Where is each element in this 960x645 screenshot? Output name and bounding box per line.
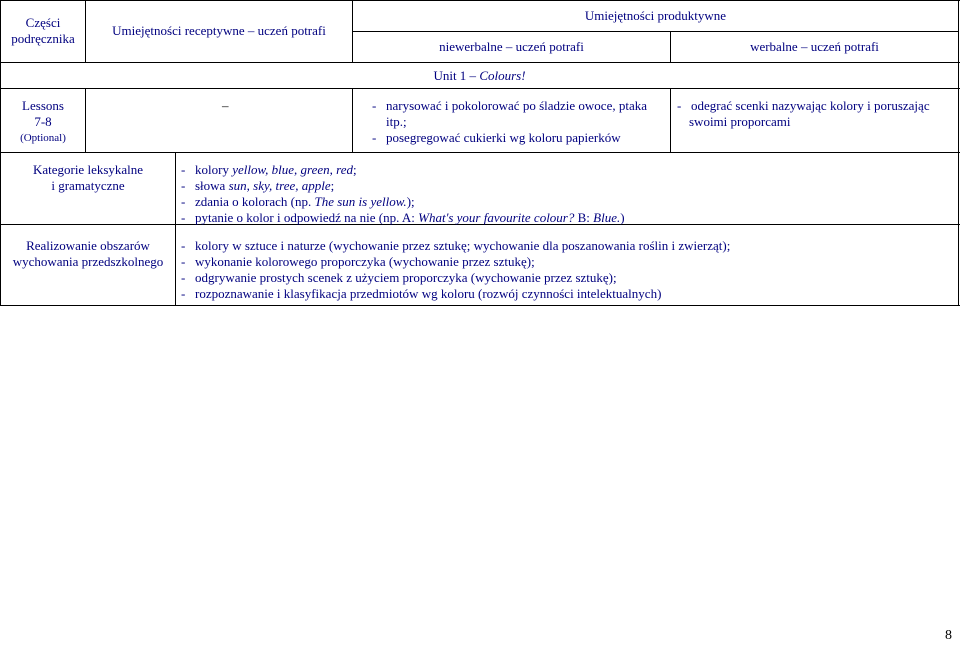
parts-header-line2: podręcznika <box>11 31 75 46</box>
category-after: ; <box>330 178 335 193</box>
unit-name: Colours! <box>479 68 526 83</box>
category-item-3 <box>181 194 415 210</box>
education-item-text: odgrywanie prostych scenek z użyciem proporczyka (wychowanie przez sztukę); <box>195 270 617 285</box>
unit-prefix: Unit 1 – <box>433 68 480 83</box>
productive-header: Umiejętności produktywne <box>584 8 727 23</box>
education-label-line2: wychowania przedszkolnego <box>12 254 164 269</box>
category-after: ); <box>406 194 415 209</box>
education-item-text: kolory w sztuce i naturze (wychowanie przez sztukę; wychowanie dla poszanowania roślin i zwierząt); <box>195 238 731 253</box>
category-plain: pytanie o kolor i odpowiedź na nie (np. A: <box>195 210 419 225</box>
category-item-4 <box>181 210 625 226</box>
education-item-text: rozpoznawanie i klasyfikacja przedmiotów wg koloru (rozwój czynności intelektualnych) <box>195 286 662 301</box>
nonverbal-item-1-continuation: itp.; <box>386 114 407 129</box>
category-italic-answer: Blue. <box>593 210 621 225</box>
education-item-4 <box>181 286 661 302</box>
education-item-1 <box>181 238 730 254</box>
lessons-number: 7-8 <box>34 114 52 129</box>
table-bottom-rule <box>0 305 960 306</box>
education-item-text: wykonanie kolorowego proporczyka (wychowanie przez sztukę); <box>195 254 535 269</box>
categories-col-divider <box>175 152 176 306</box>
category-italic: The sun is yellow. <box>314 194 407 209</box>
category-after-close: ) <box>620 210 625 225</box>
list-dash: - <box>181 162 186 177</box>
education-label <box>1 238 175 270</box>
category-plain: słowa <box>195 178 229 193</box>
list-dash: - <box>181 210 186 225</box>
list-dash: - <box>181 286 186 301</box>
category-after: ; <box>353 162 357 177</box>
verbal-item-text: odegrać scenki nazywając kolory i poruszając <box>691 98 930 113</box>
verbal-item-1-continuation: swoimi proporcami <box>689 114 791 129</box>
education-label-line1: Realizowanie obszarów <box>26 238 150 253</box>
category-item-1 <box>181 162 357 178</box>
category-italic: yellow, blue, green, red <box>232 162 354 177</box>
unit-title <box>1 68 958 84</box>
verbal-header: werbalne – uczeń potrafi <box>750 39 879 54</box>
unit-bottom-rule <box>0 88 960 89</box>
nonverbal-header: niewerbalne – uczeń potrafi <box>439 39 584 54</box>
table-right-rule <box>958 0 959 306</box>
categories-label-line2: i gramatyczne <box>51 178 125 193</box>
header-sub-rule <box>352 31 959 32</box>
list-dash: - <box>372 98 377 113</box>
categories-label <box>1 162 175 194</box>
parts-header-line1: Części <box>25 15 61 30</box>
nonverbal-item-text: posegregować cukierki wg koloru papierków <box>386 130 621 145</box>
list-dash: - <box>181 178 186 193</box>
lessons-optional: (Optional) <box>20 132 66 144</box>
page-number: 8 <box>945 628 952 643</box>
lessons-label-line1: Lessons <box>22 98 64 113</box>
list-dash: - <box>181 194 186 209</box>
nonverbal-item-2 <box>372 130 621 146</box>
list-dash: - <box>181 254 186 269</box>
lessons-receptive-dash: – <box>222 98 229 113</box>
lessons-col-divider-1 <box>85 88 86 152</box>
category-italic: sun, sky, tree, apple <box>228 178 331 193</box>
list-dash: - <box>181 270 186 285</box>
receptive-header: Umiejętności receptywne – uczeń potrafi <box>112 23 326 38</box>
lessons-col-divider-2 <box>352 88 353 152</box>
lessons-label <box>1 98 85 146</box>
category-italic: What's your favourite colour? <box>418 210 575 225</box>
education-item-2 <box>181 254 535 270</box>
category-plain: kolory <box>195 162 233 177</box>
table-top-rule <box>0 0 960 1</box>
lessons-bottom-rule <box>0 152 960 153</box>
parts-header <box>1 15 85 47</box>
list-dash: - <box>677 98 682 113</box>
education-item-3 <box>181 270 617 286</box>
nonverbal-item-text: narysować i pokolorować po śladzie owoce, ptaka <box>386 98 647 113</box>
verbal-item-1 <box>677 98 930 114</box>
category-item-2 <box>181 178 334 194</box>
list-dash: - <box>181 238 186 253</box>
unit-top-rule <box>0 62 960 63</box>
category-plain: zdania o kolorach (np. <box>195 194 315 209</box>
categories-label-line1: Kategorie leksykalne <box>32 162 144 177</box>
category-after: B: <box>574 210 594 225</box>
nonverbal-item-1 <box>372 98 647 114</box>
lessons-col-divider-3 <box>670 88 671 152</box>
list-dash: - <box>372 130 377 145</box>
